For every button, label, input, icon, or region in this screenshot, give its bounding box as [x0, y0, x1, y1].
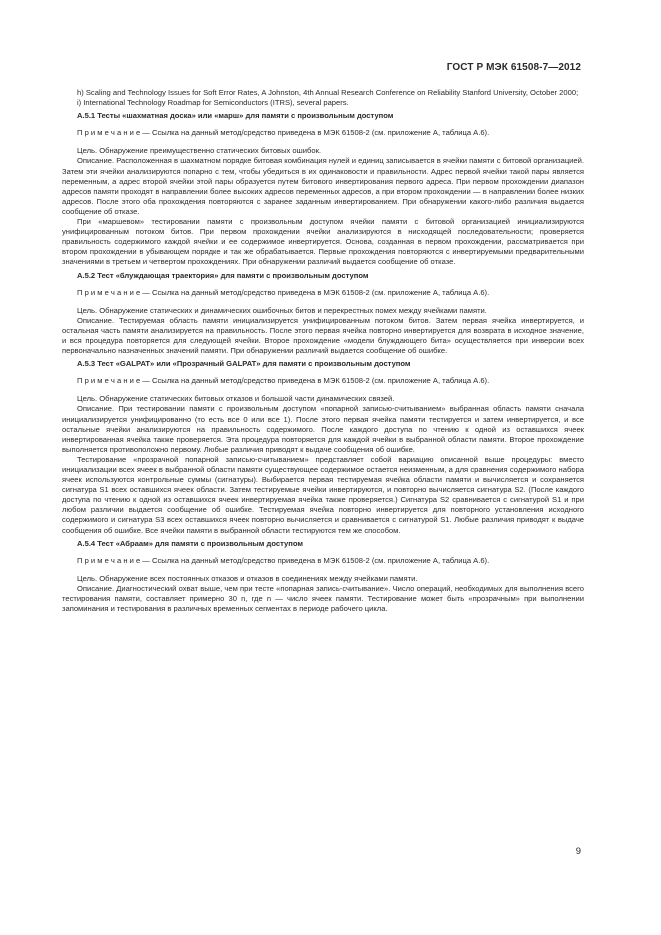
section-a51-march: При «маршевом» тестировании памяти с произвольным доступом ячейки памяти с битовой организацией инициализируются унифицированным потоком битов. При первом прохождении ячейки анализируются в нисходящей последовательности; проверяется правильность содержимого каждой ячейки и ее содержимое инвертируется. Основа, созданная в первом прохождении, рассматривается при втором прохождении в убывающем порядке и так же обрабатывается. Первые прохождения повторяются с инвертируемыми предварительными значениями в третьем и четвертом прохождениях. При обнаружении различий выдается сообщение об отказе. — [62, 217, 584, 267]
section-a51-goal: Цель. Обнаружение преимущественно статических битовых ошибок. — [77, 146, 321, 156]
section-a54-note: П р и м е ч а н и е — Ссылка на данный метод/средство приведена в МЭК 61508-2 (см. приложение А, таблица А.6). — [77, 555, 490, 565]
reference-i: i) International Technology Roadmap for Semiconductors (ITRS), several papers. — [77, 98, 349, 108]
section-a51-heading: А.5.1 Тесты «шахматная доска» или «марш» для памяти с произвольным доступом — [77, 111, 394, 121]
section-a54-heading: А.5.4 Тест «Абраам» для памяти с произвольным доступом — [77, 538, 303, 548]
document-header: ГОСТ Р МЭК 61508-7—2012 — [446, 62, 581, 73]
section-a52-note: П р и м е ч а н и е — Ссылка на данный метод/средство приведена в МЭК 61508-2 (см. приложение А, таблица А.6). — [77, 287, 490, 297]
section-a53-note: П р и м е ч а н и е — Ссылка на данный метод/средство приведена в МЭК 61508-2 (см. приложение А, таблица А.6). — [77, 376, 490, 386]
section-a53-description: Описание. При тестировании памяти с произвольным доступом «попарной записью-считыванием» выбранная область памяти сначала инициализируется унифицированно (то есть все 0 или все 1). После этого первая ячейка памяти тестируется и затем инвертируется, и все остальные ячейки анализируются на правильность содержимого. После каждого доступа по чтению к одной из оставшихся ячеек инвертированная ячейка также проверяется. Эта процедура повторяется для каждой ячейки в выбранной области памяти. Второе прохождение выполняется противоположно первому. Любые различия приводят к выдаче сообщения об ошибке. — [62, 404, 584, 454]
section-a52-description: Описание. Тестируемая область памяти инициализируется унифицированным потоком битов. Затем первая ячейка инвертируется, и остальная часть памяти анализируется на правильность. После этого первая ячейка повторно инвертируется для возврата в исходное значение, и вся процедура повторяется для следующей ячейки. Второе прохождение «модели блуждающего бита» осуществляется при инверсии всех первоначально назначенных значений памяти. При обнаружении различий выдается сообщение об ошибке. — [62, 315, 584, 356]
section-a53-transparent: Тестирование «прозрачной попарной записью-считыванием» представляет собой вариацию описанной выше процедуры: вместо инициализации всех ячеек в выбранной области памяти существующее содержимое остается неизменным, а для сравнения содержимого набора ячеек используются контрольные суммы (сигнатуры). Выбирается первая тестируемая ячейка области памяти и вычисляется и сохраняется сигнатура S1 всех оставшихся ячеек области. Затем тестируемые ячейки инвертируются, и повторно вычисляется сигнатура S2. (После каждого доступа по чтению к одной из оставшихся ячеек инвертируемая ячейка также проверяется.) Сигнатура S2 сравнивается с сигнатурой S1 и при любом различии выдается сообщение об ошибке. Тестируемая ячейка повторно инвертируется для повторного установления исходного содержимого и сигнатура S3 всех оставшихся ячеек повторно вычисляется и сравнивается с сигнатурой S1. Любые различия приводят к выдаче сообщения об ошибке. Все ячейки памяти в выбранной области тестируются тем же способом. — [62, 454, 584, 535]
section-a52-goal: Цель. Обнаружение статических и динамических ошибочных битов и перекрестных помех между ячейками памяти. — [77, 305, 487, 315]
reference-h: h) Scaling and Technology Issues for Soft Error Rates, A Johnston, 4th Annual Research Conference on Reliability Stanford University, October 2000; — [77, 88, 579, 97]
section-a51-note: П р и м е ч а н и е — Ссылка на данный метод/средство приведена в МЭК 61508-2 (см. приложение А, таблица А.6). — [77, 128, 490, 138]
section-a52-heading: А.5.2 Тест «блуждающая траектория» для памяти с произвольным доступом — [77, 270, 369, 280]
section-a51-description: Описание. Расположенная в шахматном порядке битовая комбинация нулей и единиц записывается в ячейки памяти с битовой организацией. Затем эти ячейки анализируются попарно с тем, чтобы убедиться в их одинаковости и правильности. Адрес первой ячейки такой пары является переменным, а адрес второй ячейки этой пары образуется путем битового инвертирования первого адреса. При первом прохождении диапазон адресов памяти проходят в направлении более высоких адресов переменных адресов, а при втором прохождении — в направлении более низких адресов. После этого оба прохождения повторяются с заранее заданным инвертированием. При обнаружении какого-либо различия выдается сообщение об отказе. — [62, 156, 584, 216]
section-a53-goal: Цель. Обнаружение статических битовых отказов и большой части динамических связей. — [77, 394, 395, 404]
section-a54-description: Описание. Диагностический охват выше, чем при тесте «попарная запись-считывание». Число операций, необходимых для выполнения всего тестирования памяти, составляет примерно 30 n, где n — число ячеек памяти. Тестирование может быть «прозрачным» при выполнении запоминания и тестирования в различных временных сегментах в периоде рабочего цикла. — [62, 583, 584, 614]
section-a53-heading: А.5.3 Тест «GALPAT» или «Прозрачный GALPAT» для памяти с произвольным доступом — [77, 359, 411, 369]
section-a54-goal: Цель. Обнаружение всех постоянных отказов и отказов в соединениях между ячейками памяти. — [77, 573, 418, 583]
document-body — [62, 88, 584, 614]
page-number: 9 — [575, 846, 581, 857]
